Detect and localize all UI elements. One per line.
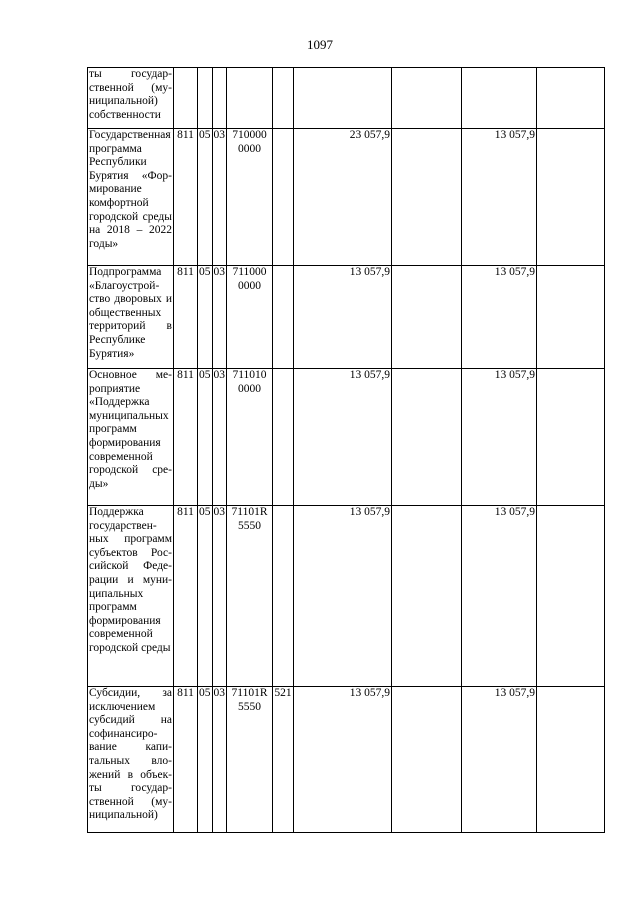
cell-target-article: [227, 68, 273, 129]
cell-section: 05: [198, 129, 213, 266]
cell-gr: [174, 68, 198, 129]
table-row: [88, 506, 605, 687]
cell-extra-2: [537, 687, 605, 833]
row-name: Государственная программа Республики Бурятия «Формирование комфортной городской среды на 2018 – 2022 годы»: [88, 129, 174, 266]
cell-amount: 23 057,9: [294, 129, 392, 266]
cell-subsection: [212, 68, 227, 129]
cell-extra: [392, 369, 462, 506]
cell-extra: [392, 129, 462, 266]
cell-amount-2: 13 057,9: [462, 129, 537, 266]
row-name: Основное мероприятие «Поддержка муниципальных программ формирования современной городской среды»: [88, 369, 174, 506]
page-number: 1097: [307, 37, 333, 52]
cell-extra-2: [537, 266, 605, 369]
table-row: [88, 68, 605, 129]
cell-section: 05: [198, 687, 213, 833]
cell-extra-2: [537, 68, 605, 129]
cell-target-article: 711000 0000: [227, 266, 273, 369]
cell-subsection: 03: [212, 369, 227, 506]
cell-gr: 811: [174, 687, 198, 833]
cell-expense-type: [273, 369, 294, 506]
cell-amount: [294, 68, 392, 129]
cell-amount-2: [462, 68, 537, 129]
cell-expense-type: [273, 266, 294, 369]
cell-section: 05: [198, 369, 213, 506]
table-row: [88, 266, 605, 369]
cell-subsection: 03: [212, 506, 227, 687]
cell-expense-type: 521: [273, 687, 294, 833]
cell-amount-2: 13 057,9: [462, 506, 537, 687]
cell-extra: [392, 506, 462, 687]
row-name: ты государственной (муниципальной) собственности: [88, 68, 174, 129]
cell-extra-2: [537, 369, 605, 506]
table-row: [88, 369, 605, 506]
budget-table: [87, 67, 605, 833]
cell-expense-type: [273, 129, 294, 266]
cell-gr: 811: [174, 266, 198, 369]
cell-amount: 13 057,9: [294, 369, 392, 506]
cell-amount-2: 13 057,9: [462, 687, 537, 833]
cell-target-article: 71101R 5550: [227, 506, 273, 687]
cell-subsection: 03: [212, 129, 227, 266]
cell-expense-type: [273, 506, 294, 687]
cell-gr: 811: [174, 129, 198, 266]
cell-expense-type: [273, 68, 294, 129]
cell-amount: 13 057,9: [294, 506, 392, 687]
cell-extra: [392, 687, 462, 833]
row-name: Подпрограмма «Благоустройство дворовых и общественных территорий в Республике Бурятия»: [88, 266, 174, 369]
cell-amount-2: 13 057,9: [462, 266, 537, 369]
table-body: [88, 68, 605, 833]
row-name: Поддержка государственных программ субъектов Российской Федерации и муниципальных программ формирования современной городской среды: [88, 506, 174, 687]
cell-section: 05: [198, 266, 213, 369]
table-row: [88, 129, 605, 266]
cell-target-article: 711010 0000: [227, 369, 273, 506]
cell-extra: [392, 266, 462, 369]
cell-extra-2: [537, 129, 605, 266]
cell-subsection: 03: [212, 266, 227, 369]
cell-extra-2: [537, 506, 605, 687]
cell-target-article: 710000 0000: [227, 129, 273, 266]
table-row: [88, 687, 605, 833]
cell-section: 05: [198, 506, 213, 687]
cell-gr: 811: [174, 369, 198, 506]
cell-gr: 811: [174, 506, 198, 687]
cell-amount: 13 057,9: [294, 687, 392, 833]
cell-section: [198, 68, 213, 129]
cell-target-article: 71101R 5550: [227, 687, 273, 833]
cell-amount-2: 13 057,9: [462, 369, 537, 506]
cell-subsection: 03: [212, 687, 227, 833]
row-name: Субсидии, за исключением субсидий на софинансирование капитальных вложений в объекты государственной (муниципальной): [88, 687, 174, 833]
cell-extra: [392, 68, 462, 129]
cell-amount: 13 057,9: [294, 266, 392, 369]
